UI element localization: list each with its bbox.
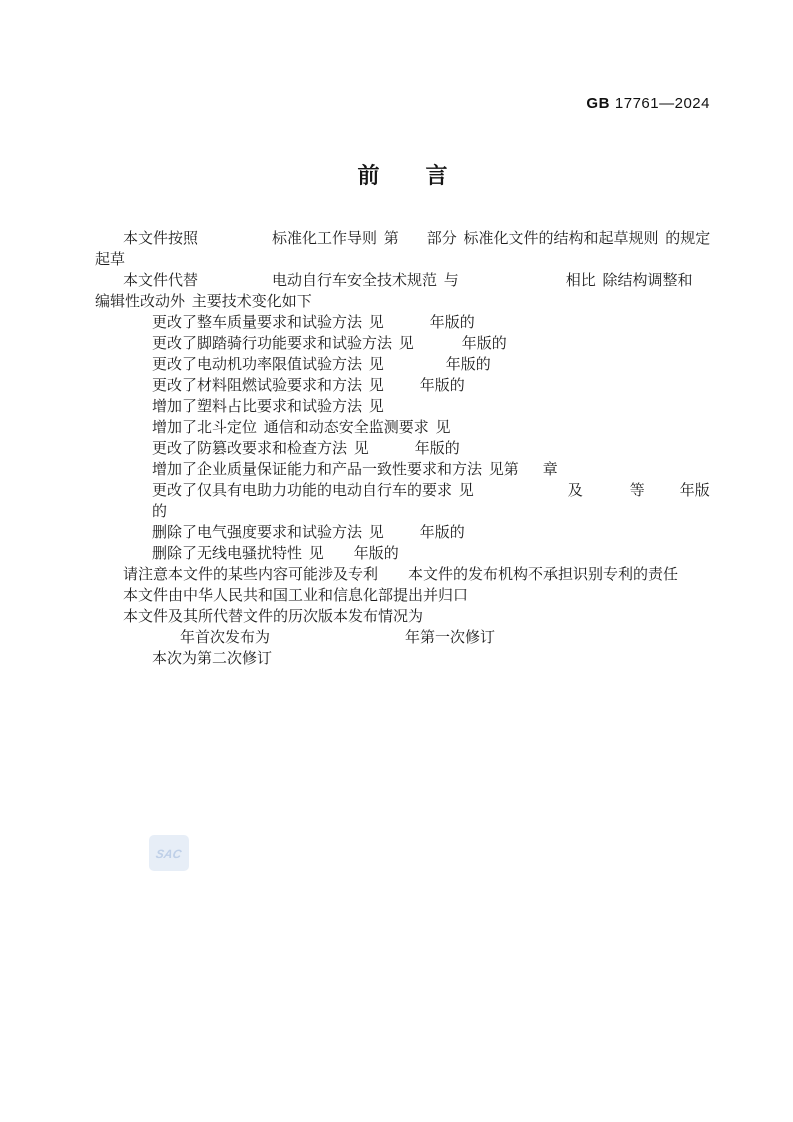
foreword-list-item <box>95 544 720 565</box>
redaction-gap <box>270 641 405 642</box>
text-segment: 及 <box>567 483 583 499</box>
text-segment: 的 <box>152 504 168 520</box>
foreword-list-item <box>95 460 720 481</box>
text-segment: 标准化工作导则 第 <box>272 231 399 247</box>
foreword-list-item <box>95 523 720 544</box>
text-segment: 编辑性改动外 主要技术变化如下 <box>95 294 312 310</box>
redaction-gap <box>198 242 272 243</box>
foreword-list-item <box>95 502 720 523</box>
text-segment: 更改了整车质量要求和试验方法 见 <box>152 315 384 331</box>
foreword-body <box>95 229 720 670</box>
title-char-1: 前 <box>357 163 380 188</box>
redaction-gap <box>474 494 568 495</box>
foreword-list-item <box>95 313 720 334</box>
redaction-gap <box>198 284 272 285</box>
text-segment: 更改了仅具有电助力功能的电动自行车的要求 见 <box>152 483 474 499</box>
redaction-gap <box>459 284 566 285</box>
redaction-gap <box>369 452 415 453</box>
text-segment: 年版的 <box>429 315 475 331</box>
text-segment: 本文件的发布机构不承担识别专利的责任 <box>408 567 679 583</box>
standard-code <box>586 95 710 112</box>
foreword-line <box>95 586 720 607</box>
page-title <box>0 159 793 190</box>
standard-code-number: 17761—2024 <box>614 95 710 112</box>
sac-watermark-logo <box>149 835 189 871</box>
text-segment: 年版的 <box>461 336 507 352</box>
text-segment: 本文件及其所代替文件的历次版本发布情况为 <box>123 609 424 625</box>
redaction-gap <box>414 347 462 348</box>
text-segment: 年版的 <box>445 357 491 373</box>
foreword-line <box>95 607 720 628</box>
text-segment: 电动自行车安全技术规范 与 <box>272 273 459 289</box>
text-segment: 年版的 <box>353 546 399 562</box>
redaction-gap <box>384 536 420 537</box>
foreword-list-item <box>95 376 720 397</box>
redaction-gap <box>645 494 680 495</box>
text-segment: 请注意本文件的某些内容可能涉及专利 <box>123 567 379 583</box>
text-segment: 增加了塑料占比要求和试验方法 见 <box>152 399 384 415</box>
text-segment: 年首次发布为 <box>180 630 271 646</box>
text-segment: 更改了脚踏骑行功能要求和试验方法 见 <box>152 336 414 352</box>
text-segment: 增加了北斗定位 通信和动态安全监测要求 见 <box>152 420 451 436</box>
text-segment: 更改了材料阻燃试验要求和方法 见 <box>152 378 384 394</box>
text-segment: 部分 标准化文件的结构和起草规则 的规定 <box>426 231 711 247</box>
title-char-2: 言 <box>425 163 448 188</box>
text-segment: 本文件按照 <box>123 231 199 247</box>
redaction-gap <box>583 494 630 495</box>
text-segment: 删除了电气强度要求和试验方法 见 <box>152 525 384 541</box>
text-segment: 更改了电动机功率限值试验方法 见 <box>152 357 384 373</box>
foreword-line <box>95 271 720 292</box>
redaction-gap <box>378 578 408 579</box>
foreword-list-item <box>95 481 720 502</box>
text-segment: 相比 除结构调整和 <box>565 273 693 289</box>
text-segment: 更改了防篡改要求和检查方法 见 <box>152 441 369 457</box>
foreword-list-item <box>95 334 720 355</box>
text-segment: 起草 <box>95 252 126 268</box>
redaction-gap <box>384 368 446 369</box>
redaction-gap <box>519 473 543 474</box>
foreword-list-item <box>95 397 720 418</box>
foreword-line <box>95 229 720 250</box>
redaction-gap <box>324 557 354 558</box>
text-segment: 等 <box>629 483 645 499</box>
foreword-line <box>95 628 720 649</box>
text-segment: 年版的 <box>419 525 465 541</box>
foreword-list-item <box>95 418 720 439</box>
text-segment: 年版的 <box>419 378 465 394</box>
foreword-line <box>95 649 720 670</box>
text-segment: 年版的 <box>414 441 460 457</box>
text-segment: 章 <box>542 462 558 478</box>
redaction-gap <box>384 389 420 390</box>
text-segment: 年第一次修订 <box>405 630 496 646</box>
redaction-gap <box>384 326 430 327</box>
text-segment: 删除了无线电骚扰特性 见 <box>152 546 324 562</box>
text-segment: 本文件由中华人民共和国工业和信息化部提出并归口 <box>123 588 469 604</box>
standard-code-prefix: GB <box>586 95 610 112</box>
foreword-list-item <box>95 355 720 376</box>
foreword-line <box>95 292 720 313</box>
foreword-line <box>95 250 720 271</box>
foreword-list-item <box>95 439 720 460</box>
foreword-line <box>95 565 720 586</box>
text-segment: 本文件代替 <box>123 273 199 289</box>
text-segment: 本次为第二次修订 <box>152 651 273 667</box>
sac-watermark-text: SAC <box>155 847 183 861</box>
redaction-gap <box>399 242 427 243</box>
text-segment: 年版 <box>679 483 710 499</box>
text-segment: 增加了企业质量保证能力和产品一致性要求和方法 见第 <box>152 462 519 478</box>
